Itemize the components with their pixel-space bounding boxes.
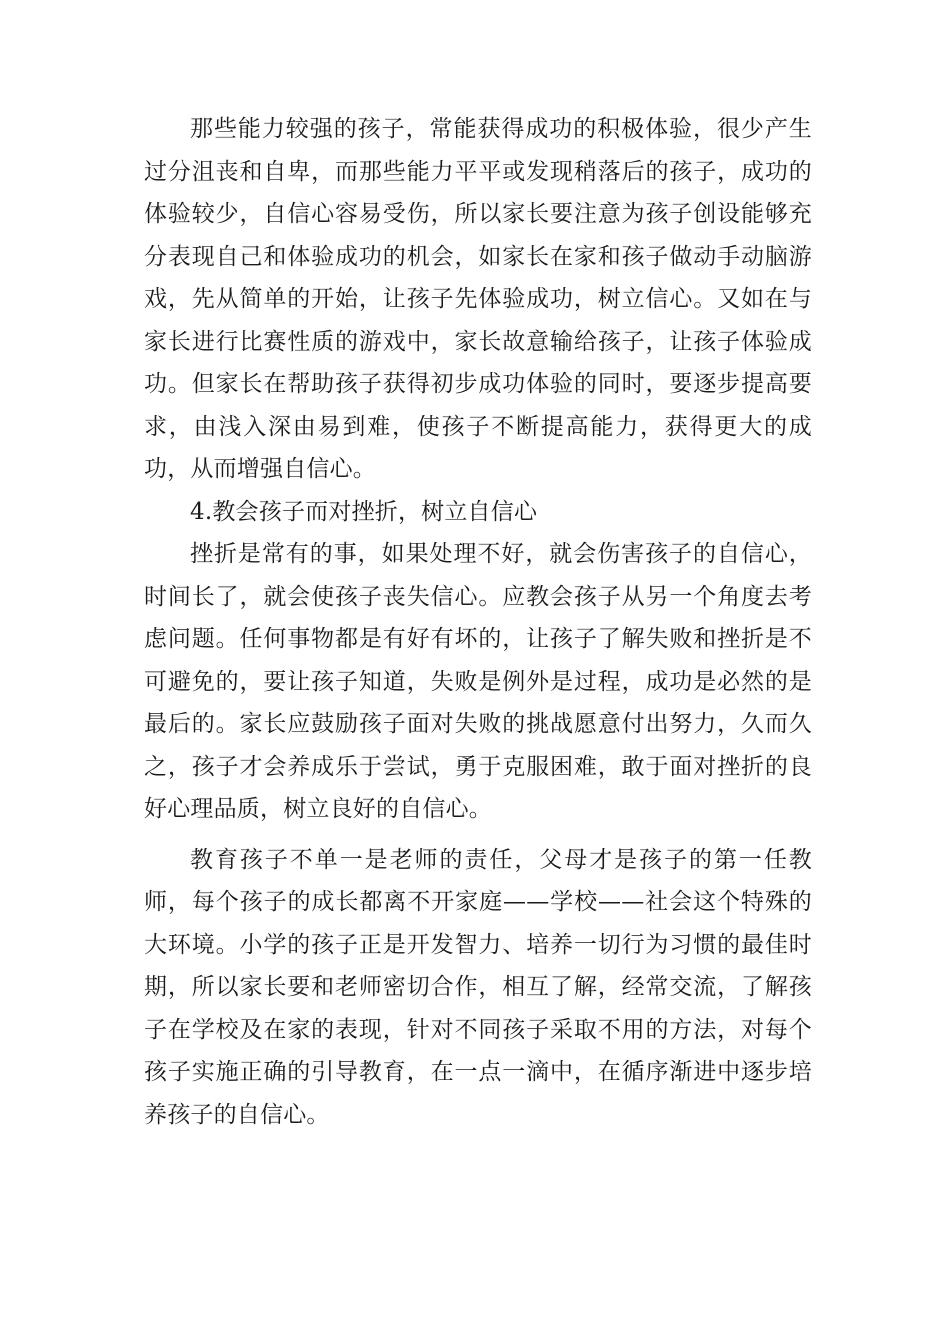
- section-heading-4: 4.教会孩子而对挫折，树立自信心: [190, 498, 538, 525]
- paragraph-gap: [144, 831, 812, 839]
- paragraph-frustration: 挫折是常有的事，如果处理不好，就会伤害孩子的自信心，时间长了，就会使孩子丧失信心。应教会孩子从另一个角度去考虑问题。任何事物都是有好有坏的，让孩子了解失败和挫折是不可避免的，要让孩子知道，失败是例外是过程，成功是必然的是最后的。家长应鼓励孩子面对失败的挑战愿意付出努力，久而久之，孩子才会养成乐于尝试，勇于克服困难，敢于面对挫折的良好心理品质，树立良好的自信心。: [144, 541, 812, 822]
- paragraph-success-experience: 那些能力较强的孩子，常能获得成功的积极体验，很少产生过分沮丧和自卑，而那些能力平平或发现稍落后的孩子，成功的体验较少，自信心容易受伤，所以家长要注意为孩子创设能够充分表现自己和体验成功的机会，如家长在家和孩子做动手动脑游戏，先从简单的开始，让孩子先体验成功，树立信心。又如在与家长进行比赛性质的游戏中，家长故意输给孩子，让孩子体验成功。但家长在帮助孩子获得初步成功体验的同时，要逐步提高要求，由浅入深由易到难，使孩子不断提高能力，获得更大的成功，从而增强自信心。: [144, 116, 812, 482]
- paragraph-education-cooperation: 教育孩子不单一是老师的责任，父母才是孩子的第一任教师，每个孩子的成长都离不开家庭——学校——社会这个特殊的大环境。小学的孩子正是开发智力、培养一切行为习惯的最佳时期，所以家长要和老师密切合作，相互了解，经常交流，了解孩子在学校及在家的表现，针对不同孩子采取不用的方法，对每个孩子实施正确的引导教育，在一点一滴中，在循序渐进中逐步培养孩子的自信心。: [144, 846, 812, 1128]
- document-page: [144, 108, 812, 1136]
